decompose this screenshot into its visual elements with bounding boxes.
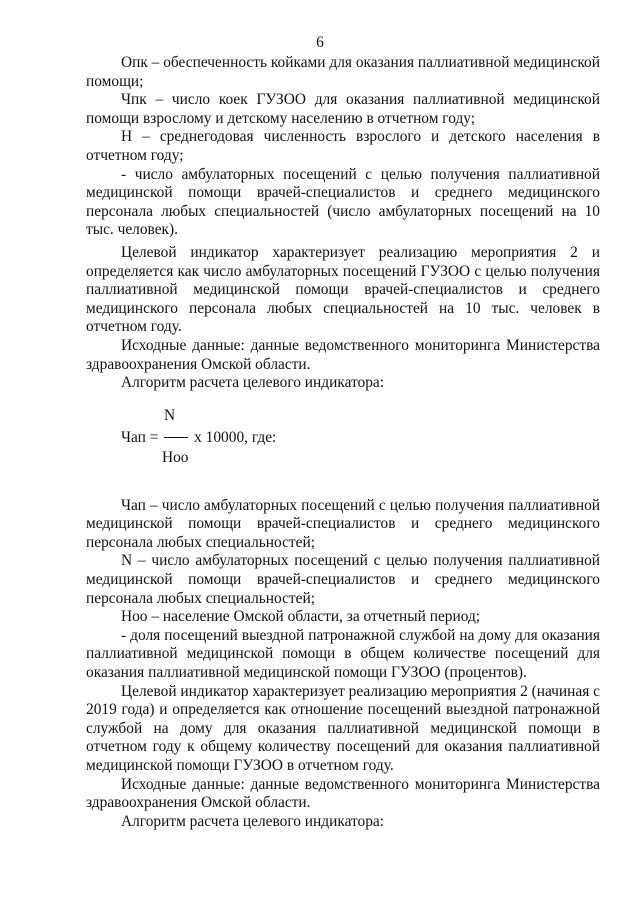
definition-chap: Чап – число амбулаторных посещений с целью получения паллиативной медицинской помощи врачей-специалистов и среднего медицинского персонала любых специальностей; xyxy=(86,496,600,551)
indicator-description-1: Целевой индикатор характеризует реализацию мероприятия 2 и определяется как число амбулаторных посещений ГУЗОО с целью получения паллиативной медицинской помощи врачей-специалистов и среднего медицинского персонала любых специальностей на 10 тыс. человек в отчетном году. xyxy=(86,243,600,336)
source-data-1: Исходные данные: данные ведомственного мониторинга Министерства здравоохранения Омской области. xyxy=(86,336,600,373)
formula-lhs: Чап = xyxy=(121,428,159,446)
algorithm-heading-2: Алгоритм расчета целевого индикатора: xyxy=(121,812,385,830)
definition-n-visits: N – число амбулаторных посещений с целью получения паллиативной медицинской помощи врачей-специалистов и среднего медицинского персонала любых специальностей; xyxy=(86,552,600,607)
algorithm-heading-1: Алгоритм расчета целевого индикатора: xyxy=(121,374,385,392)
formula-denominator: Ноо xyxy=(162,448,189,466)
page-number: 6 xyxy=(316,34,324,51)
indicator-description-2: Целевой индикатор характеризует реализацию мероприятия 2 (начиная с 2019 года) и определяется как отношение посещений выездной патронажной службой на дому для оказания паллиативной медицинской помощи в отчетном году к общему количеству посещений для оказания паллиативной медицинской помощи ГУЗОО в отчетном году. xyxy=(86,682,600,774)
definition-chpk: Чпк – число коек ГУЗОО для оказания паллиативной медицинской помощи взрослому и детскому населению в отчетном году; xyxy=(86,91,600,127)
source-data-2: Исходные данные: данные ведомственного мониторинга Министерства здравоохранения Омской области. xyxy=(86,775,600,812)
definition-opk: Опк – обеспеченность койками для оказания паллиативной медицинской помощи; xyxy=(86,54,600,90)
definition-n-population: Н – среднегодовая численность взрослого и детского населения в отчетном году; xyxy=(86,128,600,164)
indicator-ambulatory-visits: - число амбулаторных посещений с целью получения паллиативной медицинской помощи врачей-специалистов и среднего медицинского персонала любых специальностей (число амбулаторных посещений на 10 тыс. человек). xyxy=(86,165,600,239)
indicator-home-visits-share: - доля посещений выездной патронажной службой на дому для оказания паллиативной медицинской помощи в общем количестве посещений для оказания паллиативной медицинской помощи ГУЗОО (процентов). xyxy=(86,626,600,682)
formula-main-line xyxy=(121,429,276,448)
definition-noo: Ноо – население Омской области, за отчетный период; xyxy=(121,608,481,626)
fraction-bar xyxy=(164,437,188,438)
formula-rhs: x 10000, где: xyxy=(194,428,277,446)
document-body xyxy=(86,54,600,831)
formula-numerator: N xyxy=(164,406,176,424)
formula-chap xyxy=(86,407,600,479)
